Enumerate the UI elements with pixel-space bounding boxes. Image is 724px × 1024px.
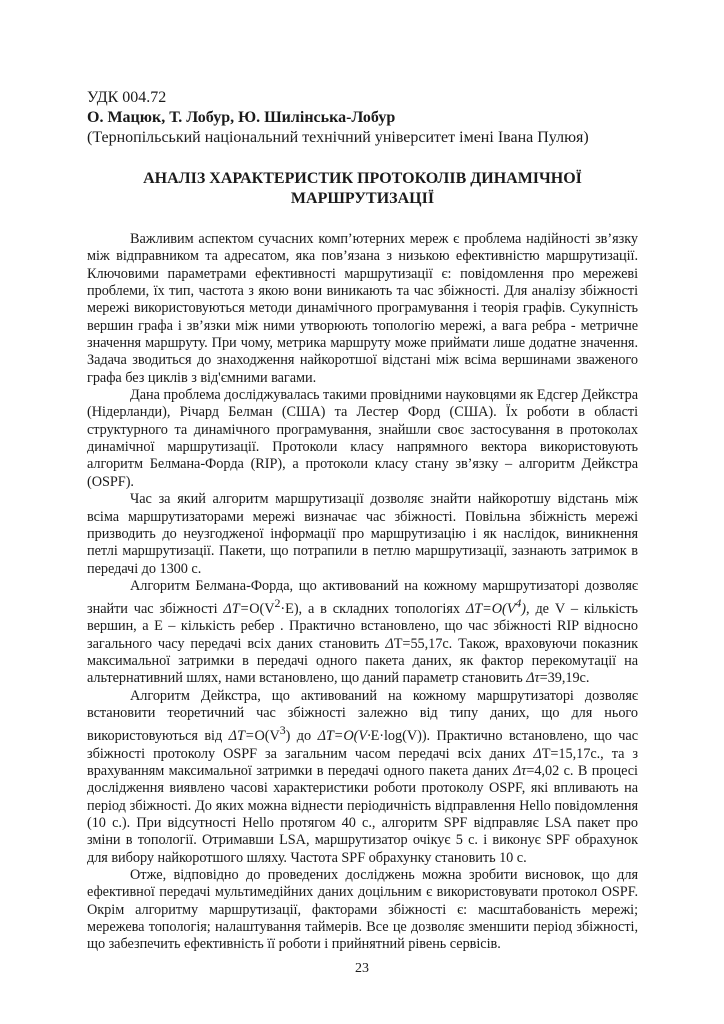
paragraph-2: Дана проблема досліджувалась такими провідними науковцями як Едсгер Дейкстра (Нідерланди), Річард Белман (США) та Лестер Форд (США). Їх роботи в області структурного та динамічного програмування, знайшли своє застосування в протоколах динамічної маршрутизації. Протоколи класу напрямного вектора використовують алгоритм Белмана-Форда (RIP), а протоколи класу стану зв’язку – алгоритм Дейкстра (OSPF). bbox=[87, 387, 638, 490]
p5-formula-4: Δτ bbox=[512, 762, 527, 779]
p4-text-e: =39,19с. bbox=[539, 670, 590, 687]
p5-formula-1: ΔT= bbox=[228, 728, 255, 745]
title-line-1: АНАЛІЗ ХАРАКТЕРИСТИК ПРОТОКОЛІВ ДИНАМІЧНОЇ bbox=[143, 170, 582, 187]
paper-body bbox=[87, 231, 638, 954]
p5-formula-2: ΔT=O(V· bbox=[317, 728, 371, 745]
p5-text-c: Практично встановлено, що час збіжності протоколу OSPF за загальним часом передачі всіх даних bbox=[87, 728, 638, 762]
p4-formula-2: ΔT=O(V bbox=[465, 600, 516, 617]
title-line-2: МАРШРУТИЗАЦІЇ bbox=[290, 190, 435, 207]
p4-formula-2c: ) bbox=[521, 600, 527, 617]
p4-formula-2-sup: 4 bbox=[515, 596, 522, 611]
p4-text-b: , а в складних топологіях bbox=[298, 600, 466, 617]
p4-formula-1c: ·E) bbox=[280, 600, 299, 617]
paragraph-1: Важливим аспектом сучасних комп’ютерних мереж є проблема надійності зв’язку між відправником та адресатом, яка пов’язана з низькою ефективністю маршрутизації. Ключовими параметрами ефективності маршрутизації є: повідомлення про мережеві проблеми, їх тип, частота з якою вони виникають та час збіжності. Для аналізу збіжності мережі використовуються методи динамічного програмування і теорія графів. Сукупність вершин графа і зв’язки між ними утворюють топологію мережі, а вага ребра - метричне значення маршруту. При чому, метрика маршруту може приймати лише додатне значення. Задача зводиться до знаходження найкоротшої відстані між всіма вершинами зваженого графа без циклів з від'ємними вагами. bbox=[87, 231, 638, 386]
p5-formula-1c: ) bbox=[285, 728, 291, 745]
p5-text-e: =4,02 с. В процесі дослідження виявлено часові характеристики роботи протоколу OSPF, які впливають на період збіжності. До яких можна віднести періодичність відправлення Hello повідомлення (10 с.). При відсутності Hello протягом 40 с., алгоритм SPF відправляє LSA пакет про зміни в топології. Отримавши LSA, маршрутизатор очікує 5 с. і виконує SPF обрахунок для вибору найкоротшого шляху. Частота SPF обрахунку становить 10 с. bbox=[87, 762, 638, 866]
paper-title bbox=[87, 169, 638, 209]
p5-formula-2b: E·log(V)). bbox=[370, 728, 431, 745]
authors: О. Мацюк, Т. Лобур, Ю. Шилінська-Лобур bbox=[87, 109, 396, 126]
p4-formula-1b: O(V bbox=[249, 600, 275, 617]
paragraph-3: Час за який алгоритм маршрутизації дозволяє знайти найкоротшу відстань між всіма маршрутизаторами мережі визначає час збіжності. Повільна збіжність мережі призводить до неузгодженої інформації про маршрутизацію і як наслідок, виникнення петлі маршрутизації. Пакети, що потрапили в петлю маршрутизації, зазнають затримок в передачі до 1300 с. bbox=[87, 491, 638, 577]
p4-text-d: T=55,17с. Також, враховуючи показник максимальної затримки в передачі одного пакета даних, як фактор перекомутації на альтернативний шлях, нами встановлено, що даний параметр становить bbox=[87, 635, 638, 687]
p5-formula-1-sup: 3 bbox=[279, 723, 286, 738]
p5-text-a: Алгоритм Дейкстра, що активований на кожному маршрутизаторі дозволяє встановити теоретичний час збіжності залежно від типу даних, що для нього використовуються від bbox=[87, 687, 638, 745]
p4-formula-1: ΔT= bbox=[223, 600, 250, 617]
p4-formula-4: Δτ bbox=[526, 670, 540, 687]
p5-text-b: до bbox=[290, 728, 318, 745]
p5-formula-3: Δ bbox=[533, 745, 542, 762]
paragraph-4 bbox=[87, 578, 638, 688]
p4-formula-3: Δ bbox=[385, 635, 394, 652]
affiliation: (Тернопільський національний технічний університет імені Івана Пулюя) bbox=[87, 129, 589, 146]
p4-formula-1-sup: 2 bbox=[274, 596, 281, 611]
p4-text-c: , де V – кількість вершин, а E – кількість ребер . Практично встановлено, що час збіжності RIP відносно загального часу передачі всіх даних становить bbox=[87, 600, 638, 652]
paragraph-6: Отже, відповідно до проведених досліджень можна зробити висновок, що для ефективної передачі мультимедійних даних доцільним є використовувати протокол OSPF. Окрім алгоритму маршрутизації, факторами збіжності є: масштабованість мережі; мережева топологія; налаштування таймерів. Все це дозволяє зменшити період збіжності, що забезпечить ефективність її роботи і прийнятний рівень сервісів. bbox=[87, 866, 638, 953]
p5-text-d: T=15,17с., та з врахуванням максимальної затримки в передачі одного пакета даних bbox=[87, 745, 638, 779]
header-block bbox=[87, 88, 638, 148]
paragraph-5 bbox=[87, 688, 638, 867]
page-number: 23 bbox=[355, 961, 369, 976]
p4-text-a: Алгоритм Белмана-Форда, що активований на кожному маршрутизаторі дозволяє знайти час збіжності bbox=[87, 577, 638, 617]
p5-formula-1b: O(V bbox=[254, 728, 280, 745]
udc-code: УДК 004.72 bbox=[87, 89, 167, 106]
